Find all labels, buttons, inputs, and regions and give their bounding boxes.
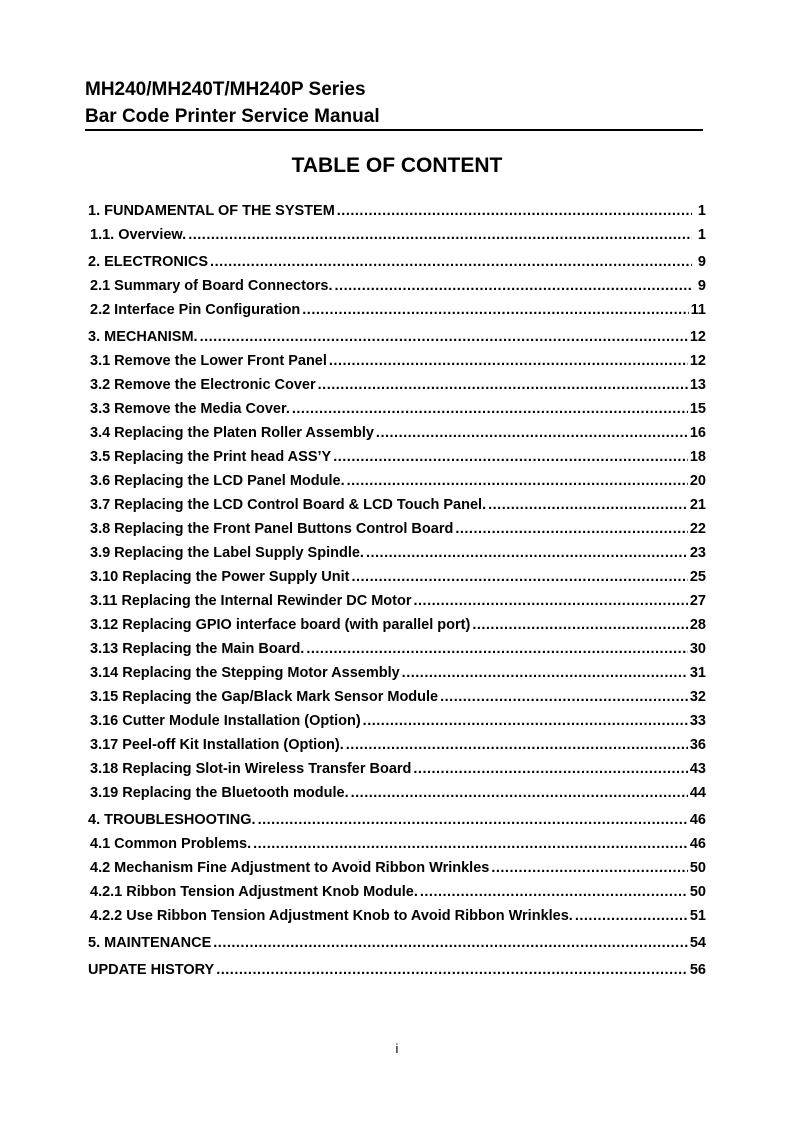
toc-entry-label: 4.2 Mechanism Fine Adjustment to Avoid Ribbon Wrinkles	[90, 860, 490, 876]
toc-entry[interactable]	[88, 349, 706, 373]
toc-entry-page: 31	[689, 665, 706, 681]
toc-entry[interactable]	[88, 298, 706, 322]
header-divider	[85, 129, 703, 131]
toc-entry-label: 3.3 Remove the Media Cover.	[90, 401, 290, 417]
toc-dot-leader	[216, 958, 688, 982]
toc-entry[interactable]	[88, 469, 706, 493]
toc-dot-leader	[210, 250, 692, 274]
toc-dot-leader	[575, 904, 688, 928]
toc-entry-label: 3.5 Replacing the Print head ASS’Y	[90, 449, 332, 465]
toc-entry-page: 54	[689, 935, 706, 951]
toc-dot-leader	[413, 589, 687, 613]
toc-entry[interactable]	[88, 613, 706, 637]
toc-entry-label: 3.9 Replacing the Label Supply Spindle.	[90, 545, 364, 561]
toc-entry[interactable]	[88, 250, 706, 274]
table-of-contents	[88, 196, 706, 982]
toc-dot-leader	[376, 421, 688, 445]
toc-dot-leader	[292, 397, 688, 421]
toc-entry-label: 3.13 Replacing the Main Board.	[90, 641, 305, 657]
toc-entry-label: 3.17 Peel-off Kit Installation (Option).	[90, 737, 344, 753]
toc-entry-label: 3. MECHANISM.	[88, 329, 198, 345]
toc-dot-leader	[363, 709, 688, 733]
toc-entry-page: 16	[689, 425, 706, 441]
toc-entry-page: 22	[689, 521, 706, 537]
toc-entry[interactable]	[88, 421, 706, 445]
toc-entry-page: 13	[689, 377, 706, 393]
toc-dot-leader	[491, 856, 688, 880]
toc-entry-page: 15	[689, 401, 706, 417]
toc-entry[interactable]	[88, 397, 706, 421]
toc-entry[interactable]	[88, 931, 706, 955]
toc-entry-page: 46	[689, 812, 706, 828]
toc-entry[interactable]	[88, 832, 706, 856]
toc-entry[interactable]	[88, 808, 706, 832]
toc-entry[interactable]	[88, 757, 706, 781]
toc-entry[interactable]	[88, 589, 706, 613]
toc-entry-page: 21	[689, 497, 706, 513]
toc-dot-leader	[329, 349, 688, 373]
toc-entry-page: 56	[689, 962, 706, 978]
toc-entry-label: 4.1 Common Problems.	[90, 836, 252, 852]
toc-dot-leader	[302, 298, 688, 322]
toc-entry-page: 20	[689, 473, 706, 489]
toc-dot-leader	[351, 565, 687, 589]
toc-entry-label: 3.16 Cutter Module Installation (Option)	[90, 713, 361, 729]
toc-entry-label: 3.12 Replacing GPIO interface board (with parallel port)	[90, 617, 471, 633]
toc-entry-label: 1.1. Overview.	[90, 227, 187, 243]
toc-entry[interactable]	[88, 223, 706, 247]
toc-entry[interactable]	[88, 709, 706, 733]
toc-entry[interactable]	[88, 373, 706, 397]
toc-entry[interactable]	[88, 880, 706, 904]
toc-entry-page: 33	[689, 713, 706, 729]
toc-entry-page: 50	[689, 860, 706, 876]
toc-dot-leader	[351, 781, 688, 805]
toc-entry-label: 3.15 Replacing the Gap/Black Mark Sensor Module	[90, 689, 439, 705]
toc-entry-page: 1	[697, 227, 706, 243]
toc-dot-leader	[337, 199, 692, 223]
toc-dot-leader	[346, 733, 688, 757]
toc-entry-page: 9	[697, 254, 706, 270]
toc-dot-leader	[188, 223, 692, 247]
toc-entry[interactable]	[88, 199, 706, 223]
toc-entry-page: 28	[689, 617, 706, 633]
toc-entry[interactable]	[88, 733, 706, 757]
toc-dot-leader	[472, 613, 688, 637]
toc-entry-label: 2. ELECTRONICS	[88, 254, 209, 270]
toc-entry-label: 1. FUNDAMENTAL OF THE SYSTEM	[88, 203, 335, 219]
toc-entry-page: 23	[689, 545, 706, 561]
toc-dot-leader	[347, 469, 688, 493]
toc-entry-label: 3.6 Replacing the LCD Panel Module.	[90, 473, 345, 489]
document-header	[85, 76, 703, 130]
toc-entry-page: 11	[690, 302, 706, 318]
toc-entry-page: 44	[689, 785, 706, 801]
toc-dot-leader	[488, 493, 688, 517]
toc-entry[interactable]	[88, 685, 706, 709]
toc-entry-page: 25	[689, 569, 706, 585]
toc-entry-label: 3.14 Replacing the Stepping Motor Assembly	[90, 665, 400, 681]
toc-entry-page: 46	[689, 836, 706, 852]
toc-entry-page: 18	[689, 449, 706, 465]
toc-entry-label: 4. TROUBLESHOOTING.	[88, 812, 256, 828]
toc-entry[interactable]	[88, 637, 706, 661]
toc-entry-page: 51	[689, 908, 706, 924]
toc-entry-label: 2.2 Interface Pin Configuration	[90, 302, 301, 318]
toc-dot-leader	[420, 880, 688, 904]
toc-entry-label: 3.1 Remove the Lower Front Panel	[90, 353, 327, 369]
toc-dot-leader	[306, 637, 688, 661]
toc-dot-leader	[402, 661, 688, 685]
toc-dot-leader	[200, 325, 688, 349]
toc-entry-label: 3.19 Replacing the Bluetooth module.	[90, 785, 349, 801]
header-product-series: MH240/MH240T/MH240P Series	[85, 79, 366, 100]
toc-dot-leader	[413, 757, 687, 781]
toc-entry[interactable]	[88, 856, 706, 880]
toc-entry[interactable]	[88, 958, 706, 982]
toc-entry-label: 4.2.1 Ribbon Tension Adjustment Knob Module.	[90, 884, 418, 900]
toc-entry-label: UPDATE HISTORY	[88, 962, 215, 978]
toc-entry-page: 30	[689, 641, 706, 657]
toc-entry-label: 3.2 Remove the Electronic Cover	[90, 377, 316, 393]
toc-dot-leader	[333, 445, 688, 469]
toc-entry-page: 9	[697, 278, 706, 294]
toc-entry-label: 2.1 Summary of Board Connectors.	[90, 278, 333, 294]
page-number: i	[395, 1041, 399, 1056]
toc-dot-leader	[258, 808, 688, 832]
toc-entry-label: 3.4 Replacing the Platen Roller Assembly	[90, 425, 374, 441]
toc-entry[interactable]	[88, 517, 706, 541]
toc-entry-label: 3.11 Replacing the Internal Rewinder DC Motor	[90, 593, 412, 609]
toc-entry[interactable]	[88, 325, 706, 349]
toc-dot-leader	[366, 541, 688, 565]
toc-entry-page: 12	[689, 329, 706, 345]
toc-dot-leader	[253, 832, 688, 856]
toc-entry-label: 4.2.2 Use Ribbon Tension Adjustment Knob to Avoid Ribbon Wrinkles.	[90, 908, 573, 924]
toc-entry-page: 12	[689, 353, 706, 369]
toc-entry[interactable]	[88, 661, 706, 685]
toc-entry[interactable]	[88, 781, 706, 805]
toc-entry[interactable]	[88, 541, 706, 565]
toc-entry-page: 27	[689, 593, 706, 609]
toc-entry[interactable]	[88, 493, 706, 517]
page-title: TABLE OF CONTENT	[291, 154, 503, 177]
toc-dot-leader	[440, 685, 688, 709]
toc-entry-label: 3.8 Replacing the Front Panel Buttons Control Board	[90, 521, 454, 537]
toc-entry-label: 3.18 Replacing Slot-in Wireless Transfer Board	[90, 761, 412, 777]
toc-entry-label: 3.10 Replacing the Power Supply Unit	[90, 569, 350, 585]
header-manual-title: Bar Code Printer Service Manual	[85, 106, 380, 127]
toc-entry[interactable]	[88, 445, 706, 469]
toc-entry[interactable]	[88, 565, 706, 589]
toc-entry-page: 1	[697, 203, 706, 219]
toc-entry-page: 36	[689, 737, 706, 753]
toc-dot-leader	[213, 931, 688, 955]
toc-dot-leader	[455, 517, 688, 541]
toc-entry-page: 32	[689, 689, 706, 705]
toc-entry[interactable]	[88, 274, 706, 298]
toc-entry-label: 3.7 Replacing the LCD Control Board & LCD Touch Panel.	[90, 497, 487, 513]
toc-dot-leader	[318, 373, 688, 397]
toc-entry-page: 43	[689, 761, 706, 777]
toc-entry-label: 5. MAINTENANCE	[88, 935, 212, 951]
toc-dot-leader	[335, 274, 692, 298]
toc-entry[interactable]	[88, 904, 706, 928]
toc-entry-page: 50	[689, 884, 706, 900]
